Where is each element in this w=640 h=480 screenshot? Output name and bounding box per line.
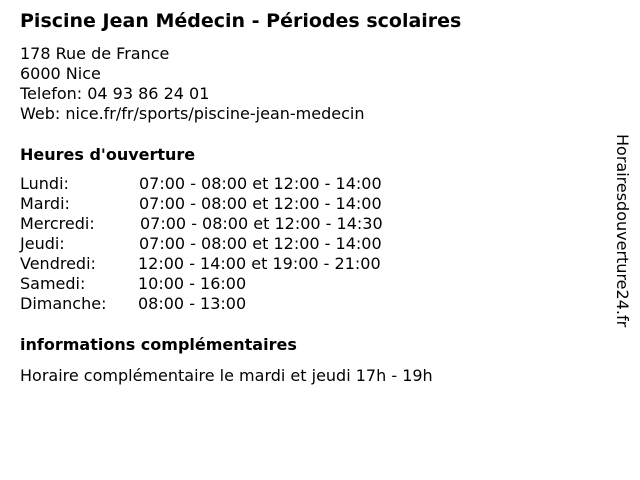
time-range: 07:00 - 08:00 et 12:00 - 14:00 — [139, 174, 382, 193]
address-block — [20, 44, 365, 124]
site-watermark: Horairesdouverture24.fr — [613, 134, 632, 328]
day-label: Lundi: — [20, 174, 69, 193]
hours-heading: Heures d'ouverture — [20, 145, 196, 164]
day-label: Mercredi: — [20, 214, 95, 233]
day-label: Samedi: — [20, 274, 86, 293]
street-address: 178 Rue de France — [20, 44, 170, 63]
day-label: Dimanche: — [20, 294, 107, 313]
page-title: Piscine Jean Médecin - Périodes scolaires — [20, 10, 462, 32]
time-range: 07:00 - 08:00 et 12:00 - 14:00 — [139, 194, 382, 213]
website-address: Web: nice.fr/fr/sports/piscine-jean-medecin — [20, 104, 365, 123]
time-range: 08:00 - 13:00 — [138, 294, 247, 313]
city-address: 6000 Nice — [20, 64, 101, 83]
day-label: Jeudi: — [20, 234, 65, 253]
day-label: Mardi: — [20, 194, 70, 213]
info-heading: informations complémentaires — [20, 335, 297, 354]
time-range: 07:00 - 08:00 et 12:00 - 14:00 — [139, 234, 382, 253]
time-range: 12:00 - 14:00 et 19:00 - 21:00 — [138, 254, 381, 273]
info-text: Horaire complémentaire le mardi et jeudi 17h - 19h — [20, 366, 433, 385]
time-range: 07:00 - 08:00 et 12:00 - 14:30 — [140, 214, 383, 233]
day-label: Vendredi: — [20, 254, 96, 273]
phone-number: Telefon: 04 93 86 24 01 — [20, 84, 210, 103]
time-range: 10:00 - 16:00 — [138, 274, 247, 293]
